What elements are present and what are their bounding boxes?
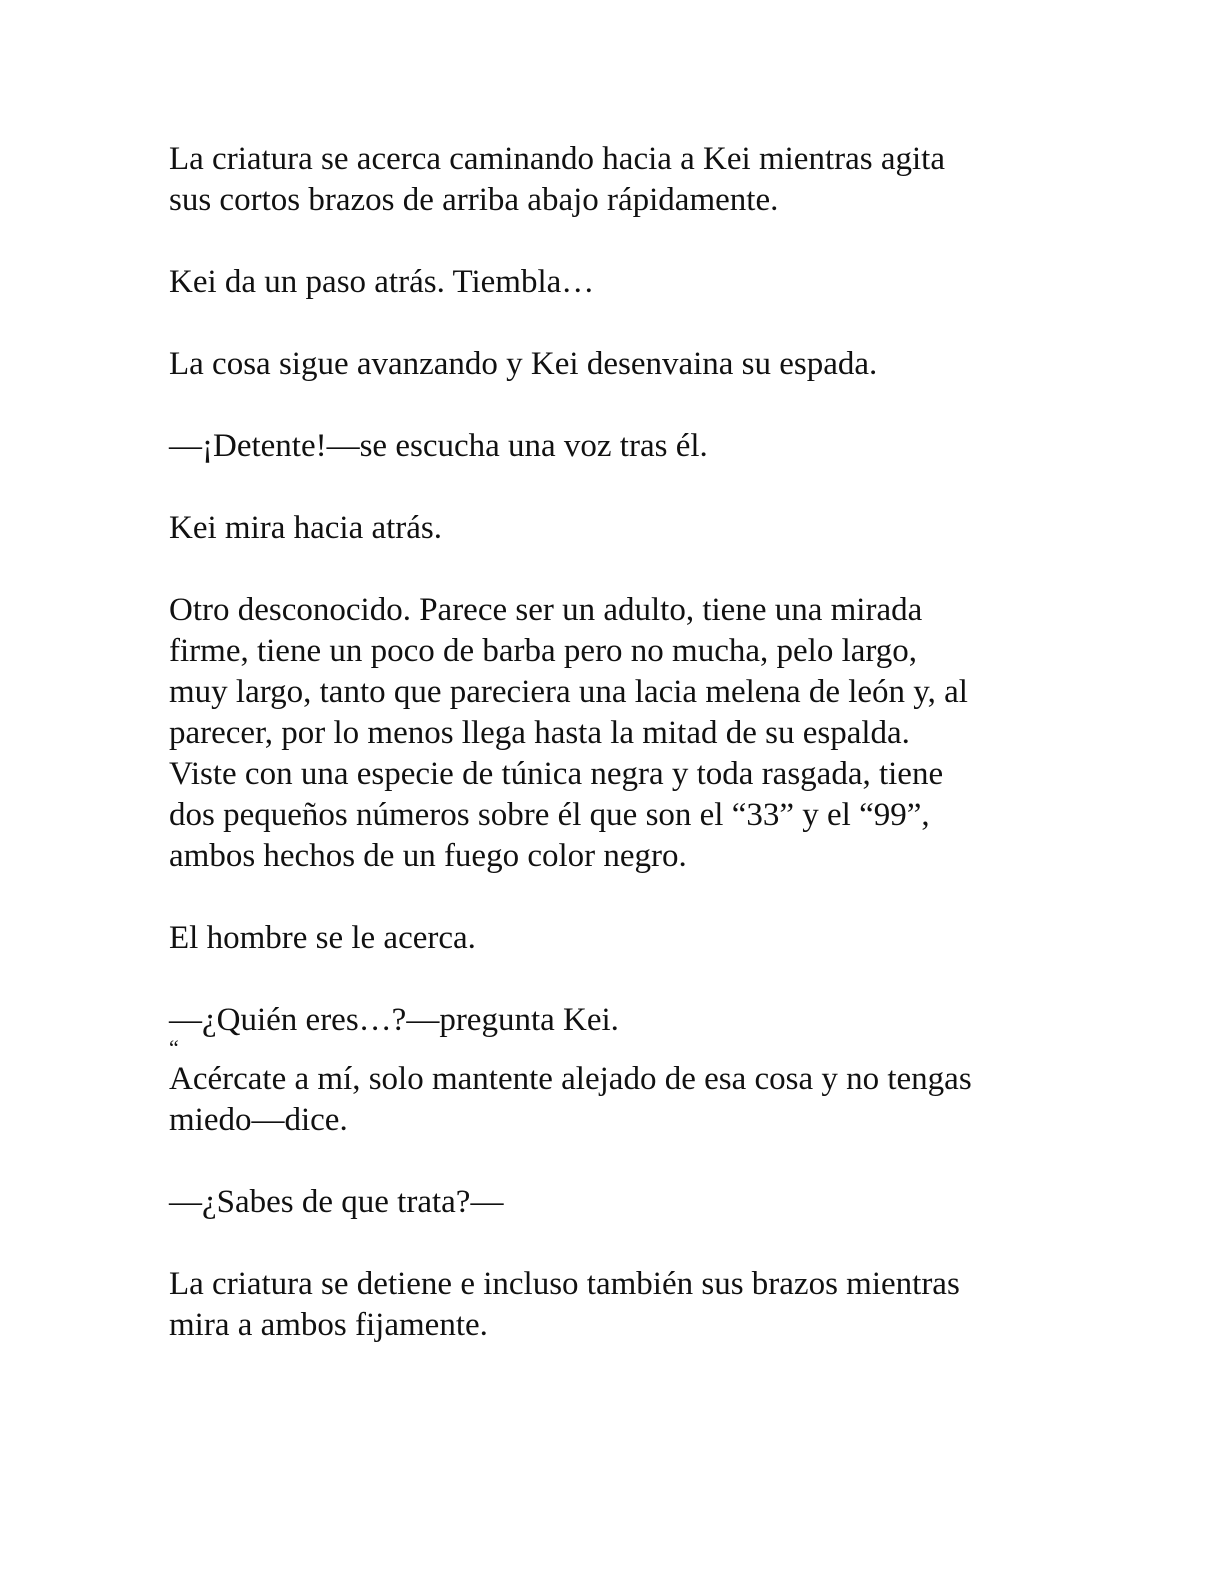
paragraph-1 xyxy=(169,139,1069,221)
paragraph-2 xyxy=(169,262,1069,303)
text-line: —¡Detente!—se escucha una voz tras él. xyxy=(169,428,708,464)
text-line: sus cortos brazos de arriba abajo rápidamente. xyxy=(169,182,779,218)
text-line: Acércate a mí, solo mantente alejado de esa cosa y no tengas xyxy=(169,1061,972,1097)
text-line: Otro desconocido. Parece ser un adulto, tiene una mirada xyxy=(169,592,923,628)
text-line: parecer, por lo menos llega hasta la mitad de su espalda. xyxy=(169,715,910,751)
stray-quote-mark: “ xyxy=(169,1035,179,1060)
text-line: Kei da un paso atrás. Tiembla… xyxy=(169,264,595,300)
text-line: ambos hechos de un fuego color negro. xyxy=(169,838,687,874)
text-line: firme, tiene un poco de barba pero no mucha, pelo largo, xyxy=(169,633,918,669)
paragraph-5 xyxy=(169,508,1069,549)
text-line: muy largo, tanto que pareciera una lacia melena de león y, al xyxy=(169,674,968,710)
text-line: La cosa sigue avanzando y Kei desenvaina su espada. xyxy=(169,346,878,382)
paragraph-10-dialogue xyxy=(169,1182,1069,1223)
paragraph-3 xyxy=(169,344,1069,385)
text-line: miedo—dice. xyxy=(169,1102,348,1138)
paragraph-11 xyxy=(169,1264,1069,1346)
paragraph-4-dialogue xyxy=(169,426,1069,467)
paragraph-6-description xyxy=(169,590,1069,877)
text-line: La criatura se acerca caminando hacia a Kei mientras agita xyxy=(169,141,945,177)
text-line: La criatura se detiene e incluso también sus brazos mientras xyxy=(169,1266,960,1302)
text-line: dos pequeños números sobre él que son el “33” y el “99”, xyxy=(169,797,930,833)
text-line: —¿Sabes de que trata?— xyxy=(169,1184,504,1220)
document-body xyxy=(169,139,1069,1387)
paragraph-8-dialogue xyxy=(169,1000,1069,1059)
text-line: El hombre se le acerca. xyxy=(169,920,476,956)
text-line: Viste con una especie de túnica negra y toda rasgada, tiene xyxy=(169,756,944,792)
text-line: —¿Quién eres…?—pregunta Kei. xyxy=(169,1002,619,1038)
text-line: mira a ambos fijamente. xyxy=(169,1307,488,1343)
paragraph-9-dialogue xyxy=(169,1059,1069,1141)
text-line: Kei mira hacia atrás. xyxy=(169,510,443,546)
paragraph-7 xyxy=(169,918,1069,959)
